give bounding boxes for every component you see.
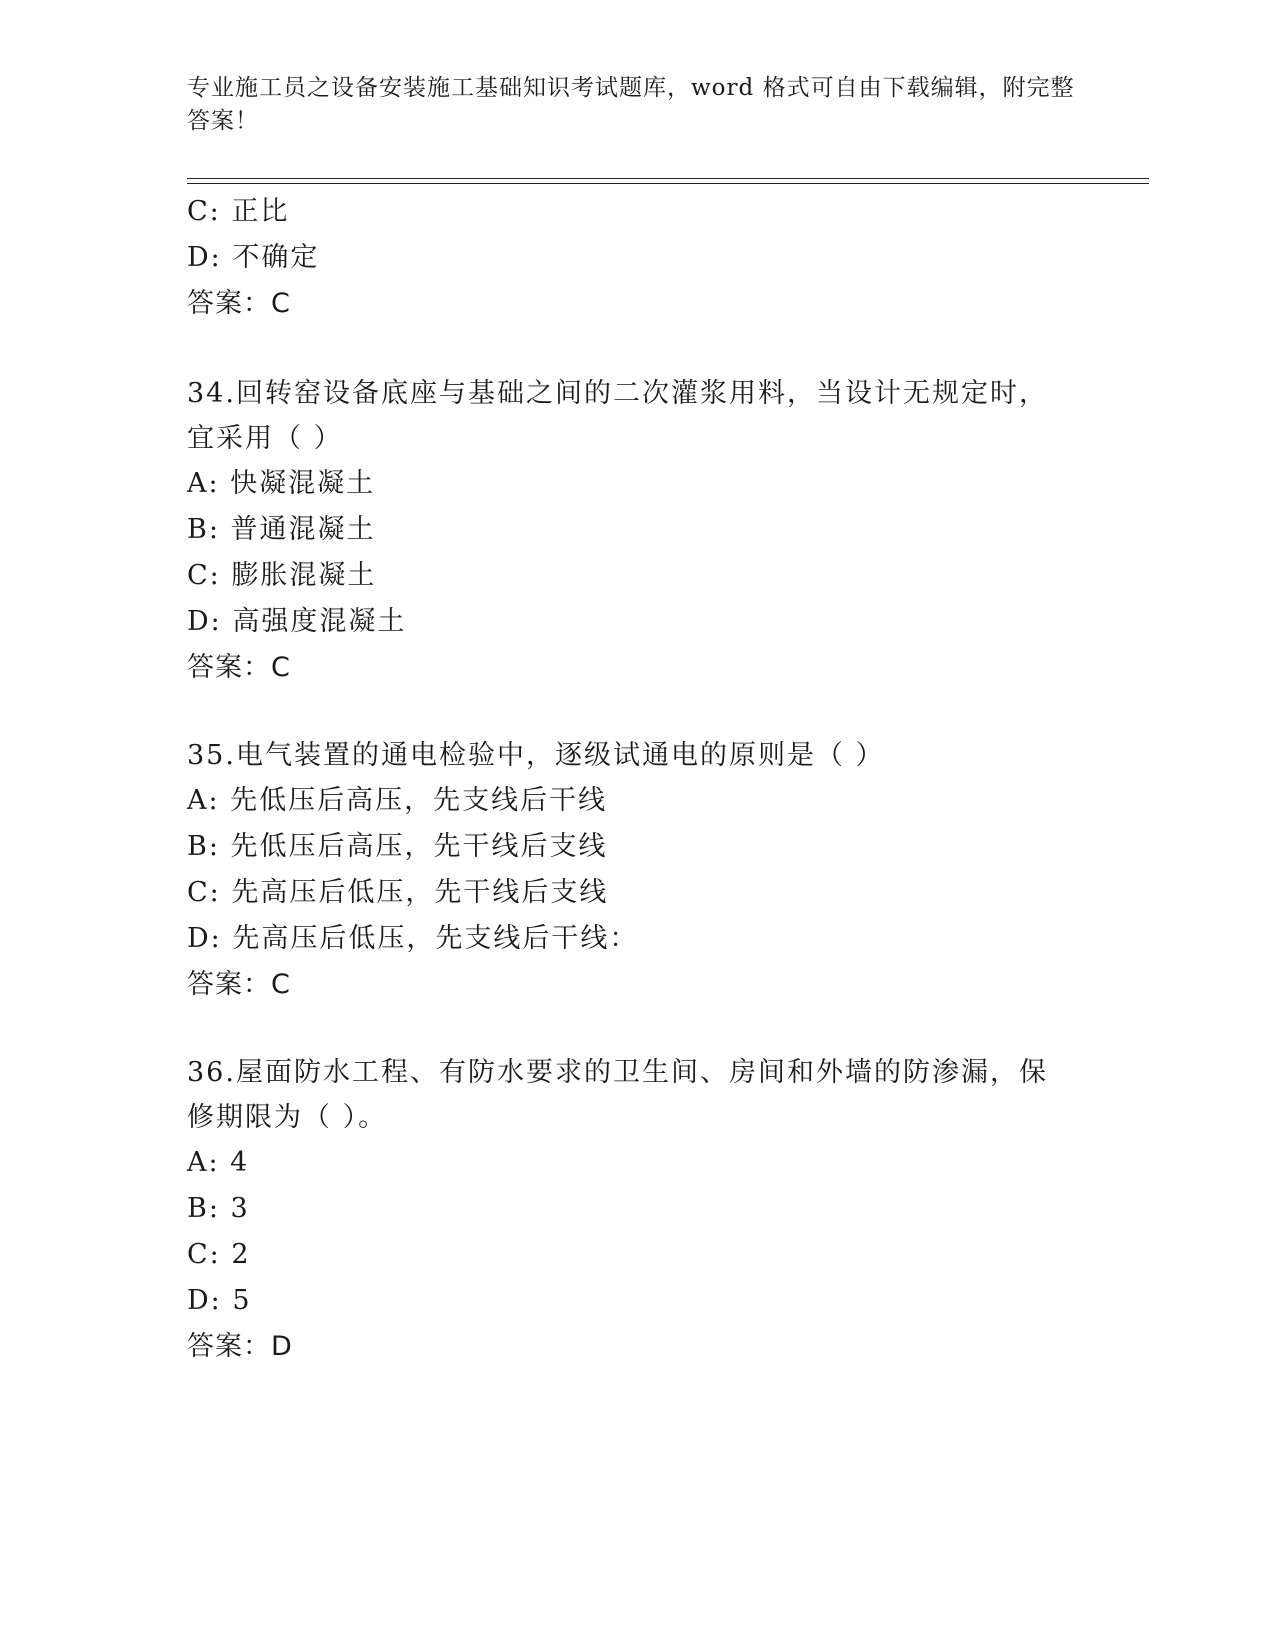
answer: 答案：C [187,288,291,319]
option-c: C: 2 [187,1239,251,1270]
header-rule-top [187,178,1149,179]
option-c: C: 先高压后低压，先干线后支线 [187,877,609,908]
option-d: D: 高强度混凝土 [187,606,407,637]
option-d: D: 先高压后低压，先支线后干线： [187,923,639,954]
option-d: D: 5 [187,1285,252,1316]
question-list [187,189,1087,1370]
answer: 答案：C [187,652,291,683]
question-block-33-tail [187,189,1087,327]
answer: 答案：C [187,969,291,1000]
header-rule-bottom [187,183,1149,184]
question-block-36 [187,1050,1087,1370]
question-title: 34.回转窑设备底座与基础之间的二次灌浆用料，当设计无规定时，宜采用（ ） [187,378,1048,454]
option-d: D: 不确定 [187,242,320,273]
option-a: A: 4 [187,1147,250,1178]
question-title: 35.电气装置的通电检验中，逐级试通电的原则是（ ） [187,740,885,771]
option-a: A: 先低压后高压，先支线后干线 [187,785,608,816]
answer: 答案：D [187,1331,293,1362]
option-c: C: 正比 [187,196,290,227]
option-b: B: 3 [187,1193,250,1224]
document-header: 专业施工员之设备安装施工基础知识考试题库，word 格式可自由下载编辑，附完整答案！ [187,75,1075,134]
option-c: C: 膨胀混凝土 [187,560,377,591]
option-a: A: 快凝混凝土 [187,468,376,499]
question-block-35 [187,733,1087,1008]
option-b: B: 普通混凝土 [187,514,376,545]
question-title: 36.屋面防水工程、有防水要求的卫生间、房间和外墙的防渗漏，保修期限为（ ）。 [187,1057,1048,1133]
option-b: B: 先低压后高压，先干线后支线 [187,831,608,862]
question-block-34 [187,371,1087,691]
